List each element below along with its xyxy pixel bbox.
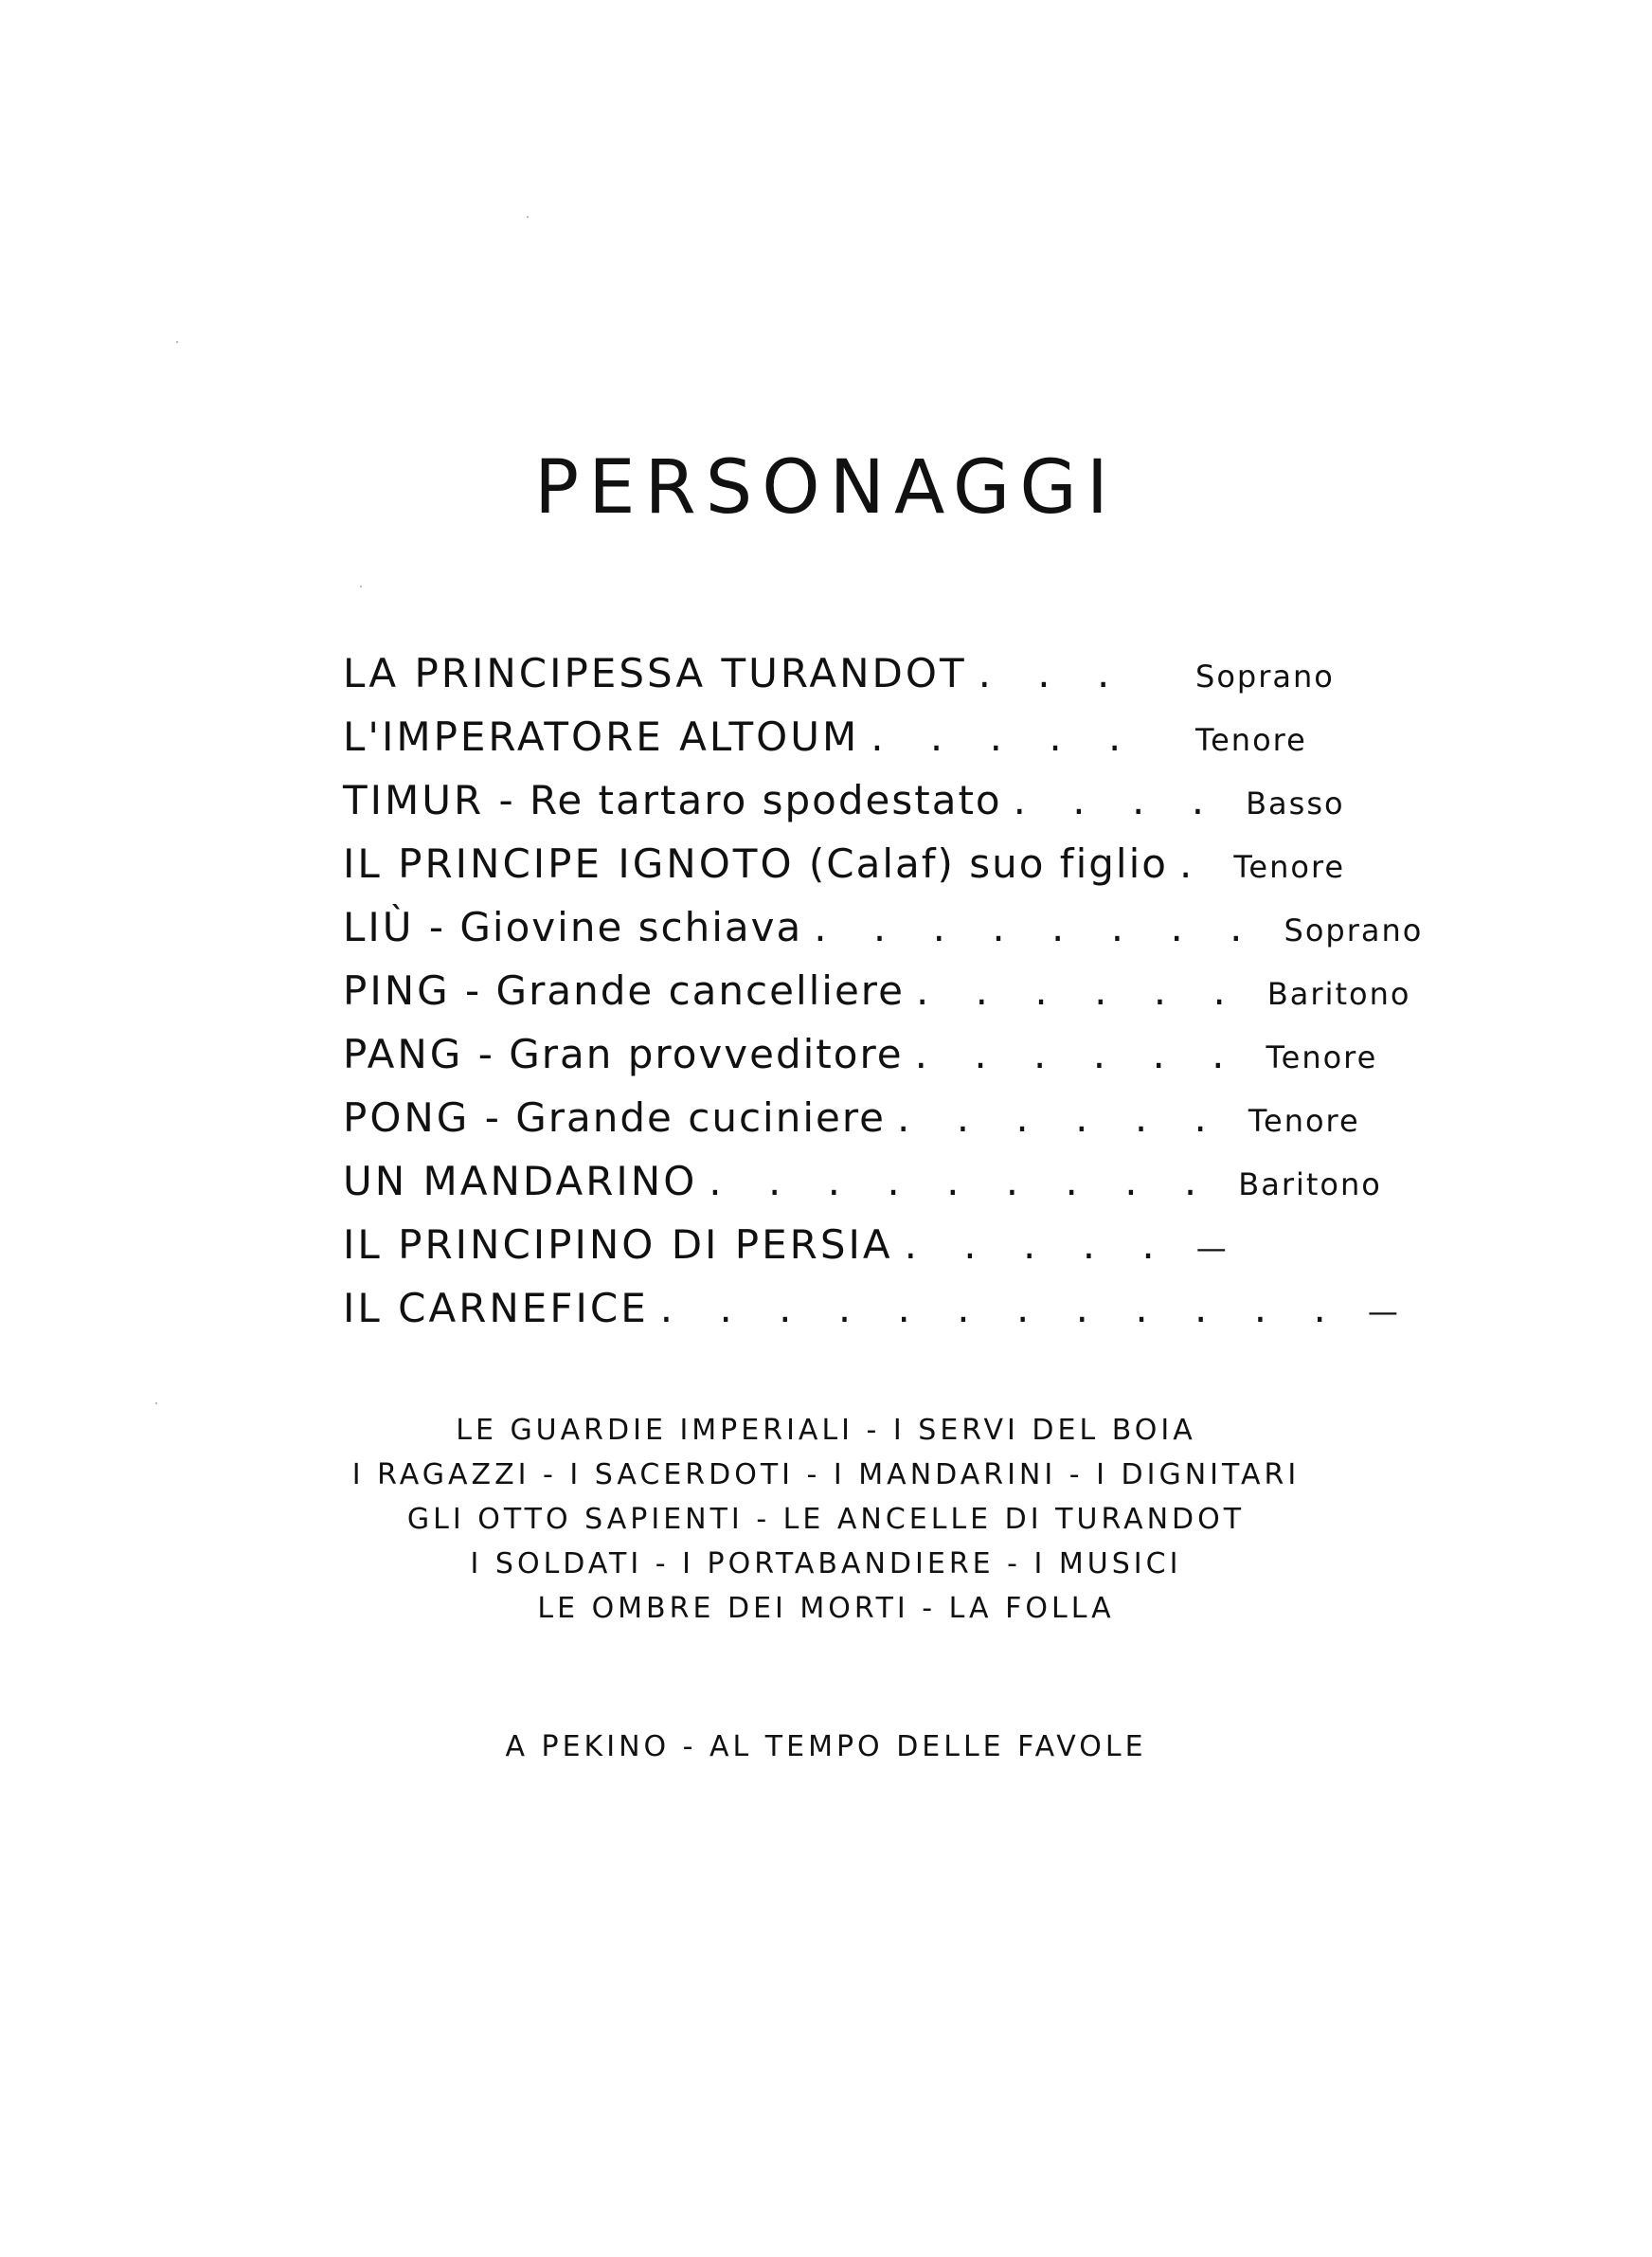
page-title: PERSONAGGI (534, 445, 1118, 531)
cast-row (343, 777, 1347, 840)
voice-type: Basso (1246, 785, 1345, 822)
voice-type: Tenore (1195, 722, 1307, 758)
scan-speck (155, 1402, 157, 1404)
cast-row (343, 1285, 1400, 1348)
cast-role (343, 650, 967, 696)
role-name: IL PRINCIPE IGNOTO (343, 840, 795, 887)
cast-row (343, 840, 1347, 904)
leader-dots: . . . . (1013, 777, 1222, 823)
role-name: PONG (343, 1094, 471, 1141)
cast-role (343, 967, 905, 1014)
voice-type: Tenore (1266, 1039, 1378, 1075)
role-name: IL CARNEFICE (343, 1285, 649, 1331)
cast-row (343, 967, 1411, 1031)
leader-dots: . . . . . . . . (814, 904, 1260, 950)
setting-line: A PEKINO - AL TEMPO DELLE FAVOLE (505, 1730, 1147, 1763)
voice-type: Baritono (1238, 1166, 1382, 1202)
role-detail: (Calaf) suo figlio (794, 840, 1168, 887)
role-name: LA PRINCIPESSA TURANDOT (343, 650, 967, 696)
cast-row (343, 713, 1347, 777)
role-name: IL PRINCIPINO DI PERSIA (343, 1221, 893, 1268)
role-detail: - Grande cancelliere (450, 967, 905, 1014)
voice-type: — (1367, 1293, 1400, 1329)
scan-speck (176, 341, 178, 343)
cast-role (343, 1094, 886, 1141)
role-name: PANG (343, 1031, 464, 1077)
cast-role (343, 1031, 904, 1077)
chorus-line: LE OMBRE DEI MORTI - LA FOLLA (537, 1592, 1115, 1625)
chorus-line: GLI OTTO SAPIENTI - LE ANCELLE DI TURANDOT (406, 1503, 1246, 1536)
leader-dots: . . . . . . . . . (709, 1158, 1214, 1204)
cast-role (343, 777, 1002, 823)
leader-dots: . . . (978, 650, 1127, 696)
cast-row (343, 1094, 1360, 1158)
cast-role (343, 1221, 893, 1268)
cast-list (343, 650, 1424, 1348)
chorus-line: I SOLDATI - I PORTABANDIERE - I MUSICI (470, 1547, 1182, 1580)
cast-role (343, 840, 1168, 887)
scan-speck (360, 586, 362, 587)
voice-type: Soprano (1284, 912, 1424, 948)
role-detail: - Re tartaro spodestato (484, 777, 1002, 823)
voice-type: Baritono (1266, 976, 1411, 1012)
voice-type: Tenore (1248, 1103, 1360, 1139)
role-name: TIMUR (343, 777, 485, 823)
scan-speck (527, 216, 529, 218)
cast-role (343, 713, 859, 760)
chorus-line: I RAGAZZI - I SACERDOTI - I MANDARINI - I DIGNITARI (351, 1458, 1301, 1491)
leader-dots: . . . . . (871, 713, 1139, 760)
cast-role (343, 904, 802, 950)
role-name: LIÙ (343, 904, 415, 950)
leader-dots: . . . . . . (914, 1031, 1242, 1077)
role-detail: - Giovine schiava (414, 904, 803, 950)
leader-dots: . . . . . . (915, 967, 1243, 1014)
chorus-list (0, 1408, 1652, 1631)
cast-row (343, 1221, 1347, 1285)
cast-row (343, 650, 1347, 713)
cast-role (343, 1285, 649, 1331)
leader-dots: . . . . . (904, 1221, 1172, 1268)
cast-role (343, 1158, 697, 1204)
role-name: UN MANDARINO (343, 1158, 698, 1204)
role-name: L'IMPERATORE ALTOUM (343, 713, 860, 760)
cast-row (343, 1158, 1382, 1221)
role-detail: - Gran provveditore (463, 1031, 904, 1077)
leader-dots: . . . . . . (897, 1094, 1224, 1141)
role-detail: - Grande cuciniere (470, 1094, 887, 1141)
chorus-line: LE GUARDIE IMPERIALI - I SERVI DEL BOIA (456, 1414, 1196, 1447)
voice-type: — (1195, 1230, 1229, 1266)
leader-dots: . (1178, 840, 1210, 887)
voice-type: Tenore (1233, 849, 1346, 885)
cast-row (343, 904, 1424, 967)
voice-type: Soprano (1195, 659, 1335, 695)
role-name: PING (343, 967, 451, 1014)
cast-row (343, 1031, 1378, 1094)
leader-dots: . . . . . . . . . . . . (659, 1285, 1343, 1331)
